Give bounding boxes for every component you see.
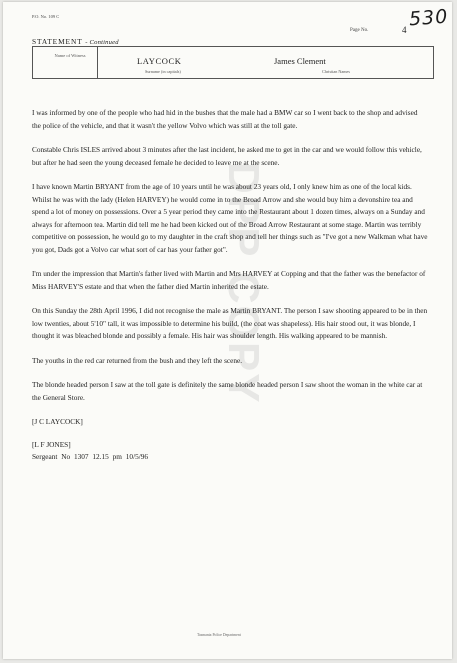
witness-label: Name of Witness [54,53,86,58]
page-number: 4 [402,25,407,35]
christian-names-caption: Christian Names [322,69,351,74]
paragraph: On this Sunday the 28th April 1996, I did not recognise the male as Martin BRYANT. The person I saw shooting appeared to be in then low twenties, about 5'10" tall, it was impossible to determine his build, (the coat was shapeless). His hair stood out, it was blonde, I thought it was bleached blonde and possibly a female. His hair was shoulder length. His walking appeared to be mannish. [32,306,428,340]
paragraph: The youths in the red car returned from the bush and they left the scene. [32,355,243,365]
witness-christian-names: James Clement [274,56,326,66]
surname-caption: Surname (in capitals) [145,69,181,74]
statement-body [32,107,428,464]
statement-title [32,37,119,46]
footer-department: Tasmania Police Department [197,633,241,637]
officer-name: [L F JONES] [32,439,71,449]
officer-rank-time-date: Sergeant No 1307 12.15 pm 10/5/96 [32,452,149,461]
paragraph: The blonde headed person I saw at the toll gate is definitely the same blonde headed person I saw shoot the woman in the white car at the General Store. [32,380,423,402]
statement-page [3,2,452,659]
paragraph: I was informed by one of the people who had hid in the bushes that the male had a BMW car so I went back to the shop and advised the police of the vehicle, and that it wasn't the yellow Volvo which was still at the toll gate. [32,108,418,130]
officer-signature-block [32,439,428,464]
name-box-divider [97,47,98,78]
paragraph: Constable Chris ISLES arrived about 3 minutes after the last incident, he asked me to get in the car and we would follow this vehicle, but after he had seen the young deceased female he decided to leave me at the scene. [32,145,422,167]
handwritten-folio-number: 530 [408,5,449,31]
witness-surname: LAYCOCK [137,56,182,66]
page-number-label: Page No. [350,28,369,33]
witness-signature: [J C LAYCOCK] [32,417,83,426]
statement-title-suffix: - Continued [85,39,119,46]
witness-name-box [32,46,434,79]
dpp-copy-watermark: DPP COPY [219,162,268,405]
statement-title-main: STATEMENT [32,37,83,46]
paragraph: I have known Martin BRYANT from the age of 10 years until he was about 23 years old, I only knew him as one of the local kids. Whilst he was with the lady (Helen HARVEY) he would come in to the Broad Arrow and she would buy him a devonshire tea and spend a lot of money on possessions. Over a 5 year period they came into the Restaurant about 1 dozen times, always on a Sunday and always for afternoon tea. Martin did tell me he had been kicked out of the Broad Arrow Restaurant at some stage. Martin was terribly competitive on possession, he would go to my daughter in the craft shop and tell her things such as "I've got a new Walkman what have you got, Dads got a Volvo car what sort of car has your father got". [32,182,428,254]
paragraph: I'm under the impression that Martin's father lived with Martin and Mrs HARVEY at Copping and that the father was the benefactor of Miss HARVEY'S estate and that when the father died Martin inherited the estate. [32,269,426,291]
form-number: P.O. No. 109 C [32,14,60,19]
